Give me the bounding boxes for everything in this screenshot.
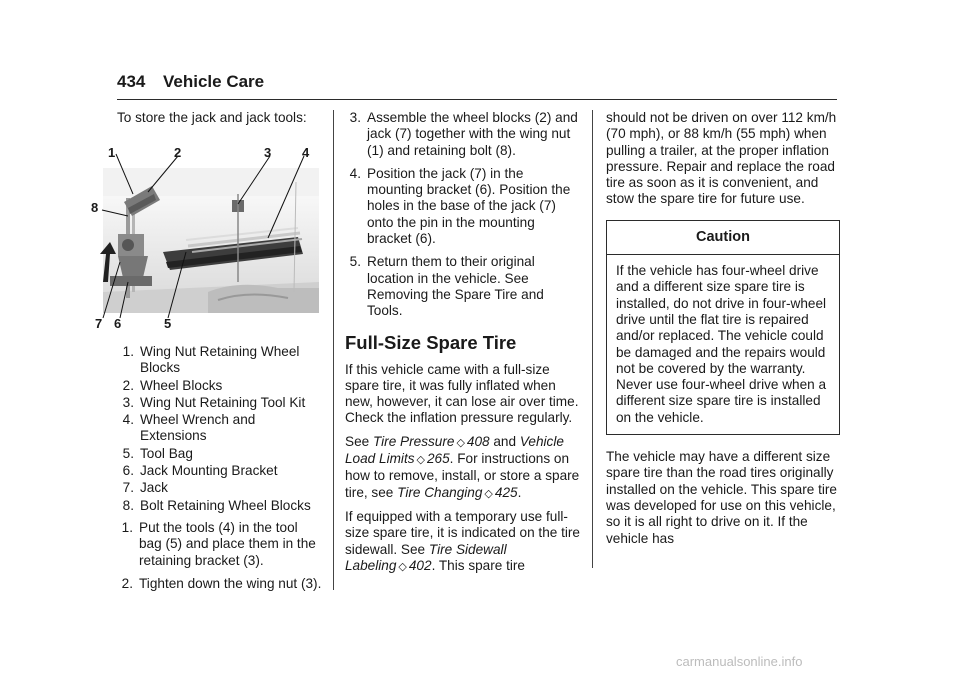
- figure-callout-7: 7: [95, 316, 103, 331]
- caution-box: [606, 220, 840, 435]
- figure-callout-2: 2: [174, 145, 182, 160]
- paragraph: If this vehicle came with a full-size spare tire, it was fully inflated when new, however, it can lose air over time. Check the inflation pressure regularly.: [345, 361, 579, 426]
- intro-text: To store the jack and jack tools:: [117, 110, 307, 125]
- legend-item: 4. Wheel Wrench and Extensions: [122, 412, 256, 444]
- legend-item: 1. Wing Nut Retaining Wheel Blocks: [122, 344, 300, 376]
- figure-callout-6: 6: [114, 316, 122, 331]
- step-item: 4. Position the jack (7) in the mounting bracket (6). Position the holes in the base of the jack (7) onto the pin in the mounting bracket (6).: [349, 165, 571, 247]
- watermark: carmanualsonline.info: [676, 654, 803, 669]
- step-item: 1. Put the tools (4) in the tool bag (5) and place them in the retaining bracket (3).: [121, 519, 316, 568]
- page-reference-arrow-icon: ◇: [484, 487, 493, 500]
- cross-reference-link[interactable]: Vehicle Load Limits: [345, 433, 564, 467]
- subsection-heading: Full-Size Spare Tire: [345, 331, 517, 353]
- column-divider-2: [592, 110, 593, 568]
- legend-item: 6. Jack Mounting Bracket: [122, 463, 278, 479]
- step-item: 5. Return them to their original location in the vehicle. See Removing the Spare Tire and Tools.: [349, 254, 544, 319]
- page-number: 434: [117, 72, 146, 91]
- section-title: Vehicle Care: [163, 72, 265, 91]
- page-reference[interactable]: 402: [408, 557, 432, 573]
- paragraph: should not be driven on over 112 km/h (70 mph), or 88 km/h (55 mph) when pulling a trailer, at the proper inflation pressure. Repair and replace the road tire as soon as it is convenient, and stow the spare tire for future use.: [606, 110, 837, 207]
- page-reference-arrow-icon: ◇: [416, 454, 425, 467]
- figure-legend: [117, 344, 322, 592]
- cross-reference-link[interactable]: Tire Changing: [397, 484, 483, 500]
- step-item: 2. Tighten down the wing nut (3).: [121, 575, 322, 591]
- legend-item: 2. Wheel Blocks: [122, 377, 223, 393]
- page-reference[interactable]: 425: [494, 484, 518, 500]
- figure-callout-4: 4: [302, 145, 310, 160]
- page-reference-arrow-icon: ◇: [398, 560, 407, 573]
- paragraph: See Tire Pressure ◇ 408 and Vehicle Load Limits ◇ 265. For instructions on how to remove, install, or store a spare tire, see Tire Changing ◇ 425.: [345, 433, 580, 500]
- column-divider-1: [333, 110, 334, 590]
- cross-reference-link[interactable]: Tire Pressure: [372, 433, 455, 449]
- cross-reference-link[interactable]: Tire Sidewall Labeling: [345, 541, 507, 573]
- figure-callout-8: 8: [91, 200, 99, 215]
- figure-callout-3: 3: [264, 145, 272, 160]
- column-2: [345, 110, 581, 582]
- column-1: [117, 110, 322, 126]
- legend-item: 8. Bolt Retaining Wheel Blocks: [122, 497, 311, 513]
- jack-storage-illustration: [88, 142, 326, 337]
- legend-item: 5. Tool Bag: [122, 445, 193, 461]
- paragraph: The vehicle may have a different size spare tire than the road tires originally installed on the vehicle. This spare tire was developed for use on this vehicle, so it is all right to drive on it. If the vehicle has: [606, 449, 837, 546]
- caution-body: If the vehicle has four-wheel drive and a different size spare tire is installed, do not drive in four-wheel drive until the flat tire is repaired and/or replaced. The vehicle could be damaged and the repairs would not be covered by the warranty. Never use four-wheel drive when a different size spare tire is installed on the vehicle.: [616, 263, 827, 425]
- column-3: [606, 110, 840, 554]
- jack-storage-figure: [88, 142, 326, 337]
- step-item: 3. Assemble the wheel blocks (2) and jack (7) together with the wing nut (1) and retaining bolt (8).: [349, 110, 578, 158]
- page-reference[interactable]: 265: [426, 451, 450, 467]
- figure-callout-5: 5: [164, 316, 172, 331]
- caution-title: Caution: [607, 221, 839, 255]
- page-reference-arrow-icon: ◇: [456, 436, 465, 449]
- legend-item: 3. Wing Nut Retaining Tool Kit: [122, 394, 306, 410]
- legend-item: 7. Jack: [122, 480, 168, 496]
- page-reference[interactable]: 408: [466, 433, 490, 449]
- paragraph: If equipped with a temporary use full-size spare tire, it is indicated on the tire sidewall. See Tire Sidewall Labeling ◇ 402. This spare tire: [345, 508, 580, 573]
- page-header: [117, 70, 837, 100]
- figure-callout-1: 1: [108, 145, 116, 160]
